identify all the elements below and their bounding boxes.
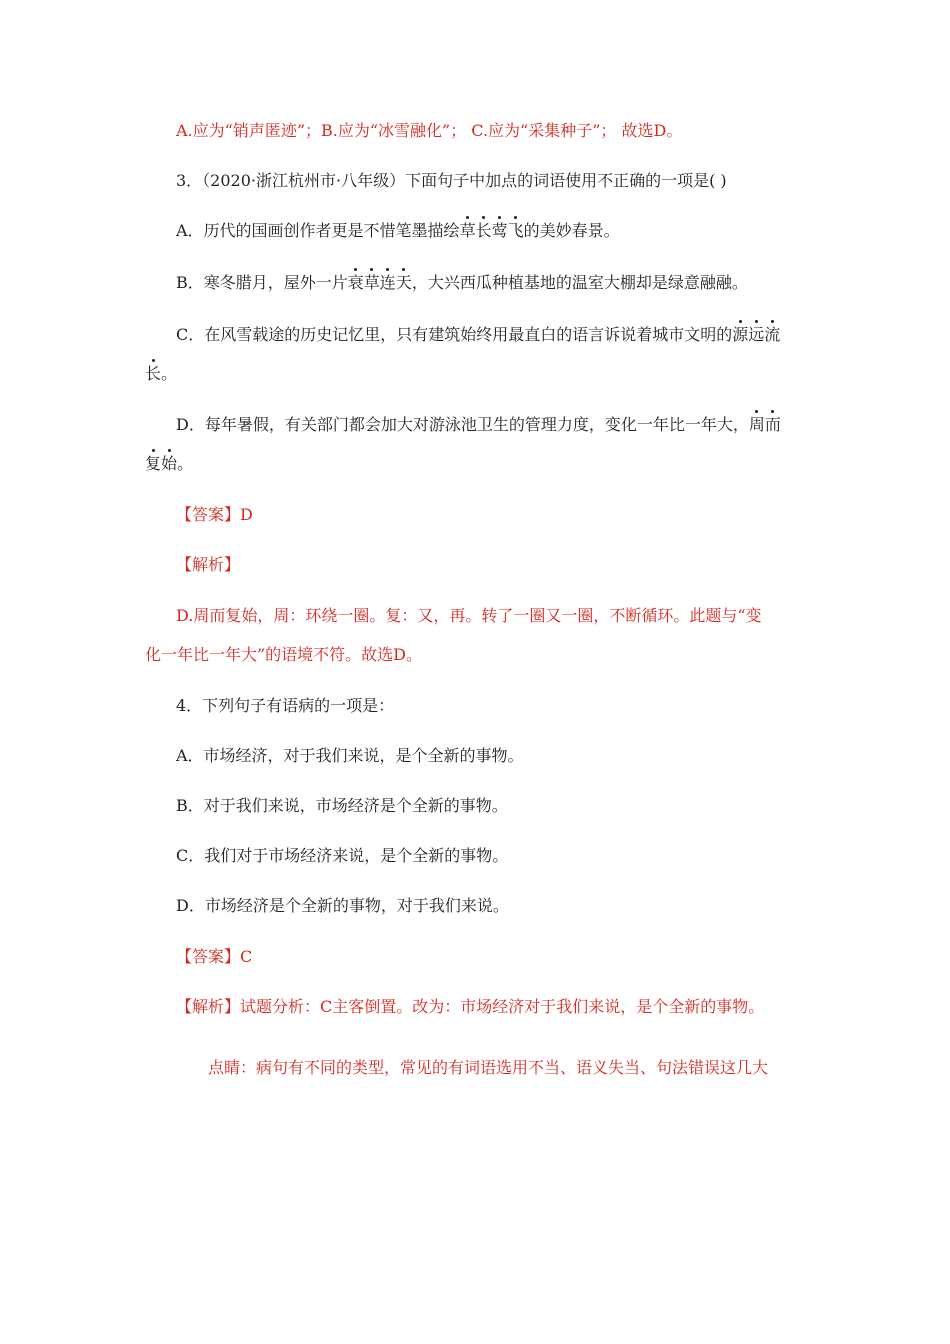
- q3-option-c-pre: C．在风雪载途的历史记忆里，只有建筑始终用最直白的语言诉说着城市文明的: [176, 325, 733, 344]
- q3-option-d-line2: [145, 454, 193, 474]
- answer-value: D: [240, 505, 253, 524]
- q4-option-b: B．对于我们来说，市场经济是个全新的事物。: [176, 796, 508, 815]
- emphasized-char: 天: [395, 273, 412, 292]
- q3-option-b-pre: B．寒冬腊月，屋外一片: [176, 273, 348, 292]
- q4-answer: [176, 947, 252, 967]
- answer-label: 【答案】: [176, 947, 241, 966]
- emphasized-char: 长: [145, 364, 162, 383]
- q3-option-b: [176, 273, 748, 293]
- emphasized-char: 流: [764, 325, 781, 344]
- q3-option-c-line1: [176, 325, 780, 345]
- q4-option-c: C．我们对于市场经济来说，是个全新的事物。: [176, 846, 509, 865]
- emphasized-char: 衰: [347, 273, 364, 292]
- q4-stem: 4．下列句子有语病的一项是：: [176, 696, 395, 715]
- emphasized-char: 周: [748, 415, 765, 434]
- q3-analysis-line2: 化一年比一年大”的语境不符。故选D。: [145, 645, 423, 664]
- emphasized-char: 而: [764, 415, 781, 434]
- q3-option-d-line1: [176, 415, 781, 435]
- q3-analysis-line1: D.周而复始，周：环绕一圈。复：又，再。转了一圈又一圈，不断循环。此题与“变: [176, 606, 762, 625]
- q3-option-d-post: 。: [177, 454, 194, 473]
- q3-option-c-post: 。: [161, 364, 178, 383]
- q3-option-a-pre: A．历代的国画创作者更是不惜笔墨描绘: [176, 221, 460, 240]
- q3-option-a: [176, 221, 620, 241]
- q3-option-d-pre: D．每年暑假，有关部门都会加大对游泳池卫生的管理力度，变化一年比一年大，: [176, 415, 749, 434]
- q3-analysis-label: 【解析】: [176, 555, 241, 574]
- emphasized-char: 源: [732, 325, 749, 344]
- q3-answer: [176, 505, 253, 525]
- q3-stem: 3．（2020·浙江杭州市·八年级）下面句子中加点的词语使用不正确的一项是( ): [176, 171, 727, 190]
- q3-option-c-line2: [145, 364, 177, 384]
- emphasized-char: 草: [459, 221, 476, 240]
- analysis-label: 【解析】: [176, 997, 241, 1016]
- analysis-text: 试题分析：C主客倒置。改为：市场经济对于我们来说，是个全新的事物。: [240, 997, 765, 1016]
- q4-note: 点睛：病句有不同的类型，常见的有词语选用不当、语义失当、句法错误这几大: [208, 1058, 769, 1077]
- emphasized-char: 飞: [507, 221, 524, 240]
- q3-option-a-post: 的美妙春景。: [523, 221, 620, 240]
- q4-analysis: [176, 997, 764, 1017]
- q3-option-b-post: ，大兴西瓜种植基地的温室大棚却是绿意融融。: [411, 273, 748, 292]
- answer-label: 【答案】: [176, 505, 241, 524]
- emphasized-char: 始: [161, 454, 178, 473]
- q2-analysis-text: A.应为“销声匿迹”；B.应为“冰雪融化”； C.应为“采集种子”； 故选D。: [176, 121, 683, 140]
- emphasized-char: 连: [379, 273, 396, 292]
- emphasized-char: 远: [748, 325, 765, 344]
- emphasized-char: 长: [475, 221, 492, 240]
- emphasized-char: 草: [363, 273, 380, 292]
- answer-value: C: [240, 947, 253, 966]
- q4-option-d: D．市场经济是个全新的事物，对于我们来说。: [176, 896, 509, 915]
- emphasized-char: 复: [145, 454, 162, 473]
- q4-option-a: A．市场经济，对于我们来说，是个全新的事物。: [176, 746, 524, 765]
- emphasized-char: 莺: [491, 221, 508, 240]
